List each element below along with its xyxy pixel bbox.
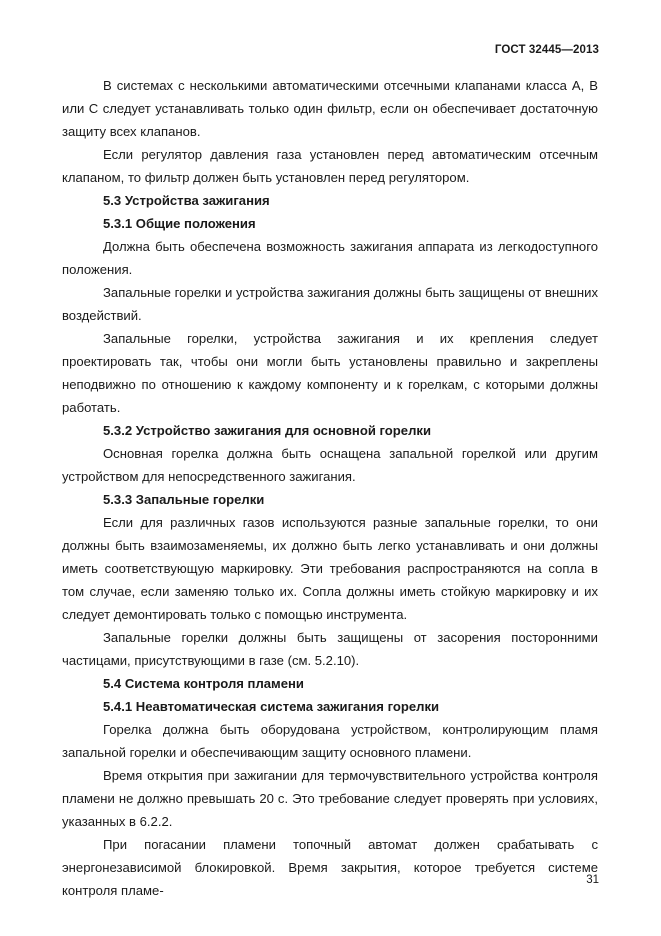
- paragraph: При погасании пламени топочный автомат должен срабатывать с энергонезависимой блокировкой. Время закрытия, которое требуется системе контроля пламе-: [62, 837, 598, 898]
- document-header: ГОСТ 32445—2013: [494, 44, 599, 56]
- subsection-heading-5-3-1: 5.3.1 Общие положения: [103, 216, 256, 231]
- paragraph: Горелка должна быть оборудована устройством, контролирующим пламя запальной горелки и обеспечивающим защиту основного пламени.: [62, 722, 598, 760]
- paragraph: Запальные горелки, устройства зажигания и их крепления следует проектировать так, чтобы они могли быть установлены правильно и закреплены неподвижно по отношению к каждому компоненту и к горелкам, с которыми должны работать.: [62, 331, 598, 415]
- section-heading-5-3: 5.3 Устройства зажигания: [103, 193, 270, 208]
- paragraph: Основная горелка должна быть оснащена запальной горелкой или другим устройством для непосредственного зажигания.: [62, 446, 598, 484]
- paragraph: Запальные горелки и устройства зажигания должны быть защищены от внешних воздействий.: [62, 285, 598, 323]
- paragraph: В системах с несколькими автоматическими отсечными клапанами класса А, В или С следует устанавливать только один фильтр, если он обеспечивает достаточную защиту всех клапанов.: [62, 78, 598, 139]
- page-number: 31: [586, 874, 599, 886]
- subsection-heading-5-3-3: 5.3.3 Запальные горелки: [103, 492, 265, 507]
- paragraph: Должна быть обеспечена возможность зажигания аппарата из легкодоступного положения.: [62, 239, 598, 277]
- paragraph: Запальные горелки должны быть защищены от засорения посторонними частицами, присутствующими в газе (см. 5.2.10).: [62, 630, 598, 668]
- paragraph: Если регулятор давления газа установлен перед автоматическим отсечным клапаном, то фильтр должен быть установлен перед регулятором.: [62, 147, 598, 185]
- paragraph: Время открытия при зажигании для термочувствительного устройства контроля пламени не должно превышать 20 с. Это требование следует проверять при условиях, указанных в 6.2.2.: [62, 768, 598, 829]
- document-body: [62, 74, 598, 902]
- subsection-heading-5-3-2: 5.3.2 Устройство зажигания для основной горелки: [103, 423, 431, 438]
- subsection-heading-5-4-1: 5.4.1 Неавтоматическая система зажигания горелки: [103, 699, 440, 714]
- section-heading-5-4: 5.4 Система контроля пламени: [103, 676, 304, 691]
- paragraph: Если для различных газов используются разные запальные горелки, то они должны быть взаимозаменяемы, их должно быть легко устанавливать и они должны иметь соответствующую маркировку. Эти требования распространяются на сопла в том случае, если заменяю только их. Сопла должны иметь стойкую маркировку и их следует демонтировать только с помощью инструмента.: [62, 515, 598, 622]
